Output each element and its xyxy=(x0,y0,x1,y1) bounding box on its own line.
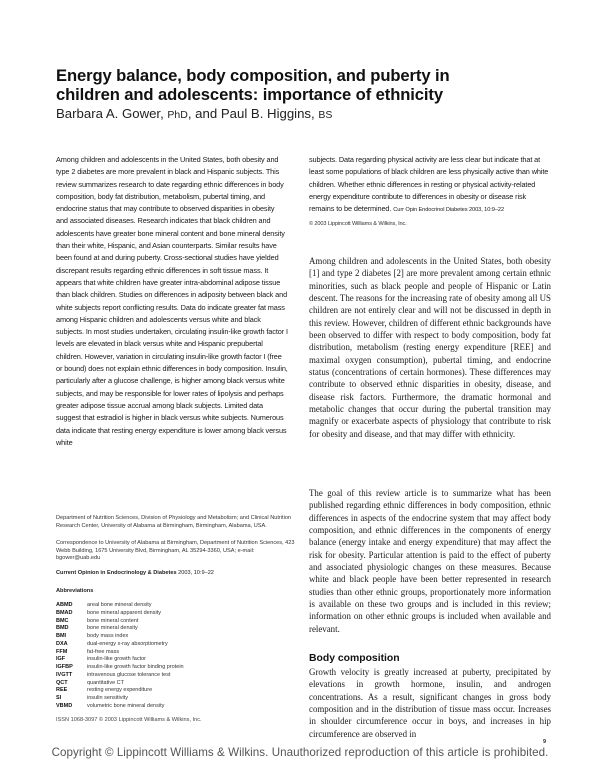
abbreviation-value: intravenous glucose tolerance test xyxy=(87,671,171,678)
abbreviation-value: resting energy expenditure xyxy=(87,687,153,694)
abbreviation-value: dual-energy x-ray absorptiometry xyxy=(87,640,168,647)
abbreviation-row xyxy=(56,610,184,618)
abbreviation-key: BMD xyxy=(56,625,69,632)
abbreviation-key: BMAD xyxy=(56,609,73,616)
abbreviation-key: BMC xyxy=(56,617,69,624)
abbreviation-value: quantitative CT xyxy=(87,679,124,686)
journal-volume: 2003, 10:9–22 xyxy=(176,570,214,576)
abbreviation-key: IVGTT xyxy=(56,671,73,678)
abstract-text: subjects. Data regarding physical activity are less clear but indicate that at least some populations of black children are less physically active than white children. Whether ethnic differences in resting or physical activity-related energy expenditure contribute to differences in obesity or disease risk remains to be determined. xyxy=(309,155,549,214)
abbreviation-value: bone mineral content xyxy=(87,617,139,624)
abbreviation-key: VBMD xyxy=(56,702,73,709)
abbreviation-value: bone mineral density xyxy=(87,625,138,632)
abbreviation-value: insulin-like growth factor xyxy=(87,656,146,663)
abbreviation-key: FFM xyxy=(56,648,68,655)
author-name: Paul B. Higgins xyxy=(220,106,312,121)
abbreviation-key: ABMD xyxy=(56,602,73,608)
abbreviation-row xyxy=(56,680,184,688)
article-title: Energy balance, body composition, and puberty in children and adolescents: importance of ethnicity xyxy=(56,66,450,104)
abbreviation-key: IGF xyxy=(56,656,66,663)
abbreviations-title: Abbreviations xyxy=(56,588,94,594)
abbreviation-value: insulin sensitivity xyxy=(87,695,128,701)
body-paragraph: Among children and adolescents in the United States, both obesity [1] and type 2 diabetes [2] are more prevalent among certain ethnic minorities, such as black people and people of Hispanic or Latin descent. The reasons for the increasing rate of obesity among all US children are not entirely clear and will not be discussed in depth in this review. However, children of different ethnic backgrounds have been observed to differ with respect to body composition, body fat distribution, metabolism (resting energy expenditure [REE] and maximal oxygen consumption), pubertal timing, and endocrine status (concentrations of certain hormones). These differences may contribute to observed ethnic disparities in obesity, disease, and disease risk factors. Furthermore, the dramatic hormonal and metabolic changes that occur during the pubertal transition may magnify or exacerbate aspects of physiology that contribute to risk for obesity and disease, and that may differ with ethnicity. xyxy=(309,256,551,439)
author-separator: , and xyxy=(187,106,221,121)
author-degree: PhD xyxy=(167,109,188,121)
issn-line: ISSN 1068-3097 © 2003 Lippincott Williams & Wilkins, Inc. xyxy=(56,717,202,723)
abstract-citation: Curr Opin Endocrinol Diabetes 2003, 10:9–22 xyxy=(393,207,505,214)
abbreviation-key: QCT xyxy=(56,679,68,686)
body-paragraph: The goal of this review article is to summarize what has been published regarding ethnic differences in body composition, ethnic differences in aspects of the endocrine system that may affect body composition, and ethnic differences in the components of energy balance (energy intake and energy expenditure) that may affect the risk for obesity. Particular attention is paid to the effect of puberty and associated physiologic changes on these measures. Because white and black people have been better represented in research studies than other ethnic groups, proportionately more information is available on these two groups and is included in this review; information on other ethnic groups is included when available and relevant. xyxy=(309,488,551,634)
abstract-part-2 xyxy=(309,154,551,231)
page-number: 9 xyxy=(543,739,547,745)
abstract-copyright: © 2003 Lippincott Williams & Wilkins, Inc. xyxy=(309,221,407,228)
abbreviation-row xyxy=(56,649,184,657)
abbreviation-row xyxy=(56,656,184,664)
abbreviation-value: fat-free mass xyxy=(87,648,120,655)
journal-reference xyxy=(56,570,214,576)
author-line xyxy=(56,106,332,121)
journal-name: Current Opinion in Endocrinology & Diabetes xyxy=(56,570,177,576)
abbreviation-key: DXA xyxy=(56,640,68,647)
abbreviation-row xyxy=(56,625,184,633)
abbreviations-list xyxy=(56,602,184,711)
footer-copyright: Copyright © Lippincott Williams & Wilkins. Unauthorized reproduction of this article is prohibited. xyxy=(51,746,549,759)
author-separator: , xyxy=(311,106,319,121)
abbreviation-value: bone mineral apparent density xyxy=(87,609,161,616)
abstract-part-1: Among children and adolescents in the United States, both obesity and type 2 diabetes are more prevalent in black and Hispanic subjects. This review summarizes research to date regarding ethnic differences in body composition, body fat distribution, metabolism, pubertal timing, and endocrine status that may contribute to observed disparities in obesity and associated diseases. Research indicates that black children and adolescents have greater bone mineral content and bone mineral density than their white, Hispanic, and Asian counterparts. Similar results have been found at and during puberty. Cross-sectional studies have yielded discrepant results regarding ethnic differences in soft tissue mass. It appears that white children have greater intra-abdominal adipose tissue than black children. Studies on differences in adiposity between black and white subjects report conflicting results. Data do indicate greater fat mass among Hispanic children and adolescents versus white and black subjects. In most studies undertaken, circulating insulin-like growth factor I levels are elevated in black versus white and Hispanic prepubertal children. However, variation in circulating insulin-like growth factor I (free or bound) does not explain ethnic differences in body composition. Insulin, particularly after a glucose challenge, is higher among black versus white subjects, and may be responsible for lower rates of lipolysis and perhaps greater adipose tissue accrual among black subjects. Limited data suggest that estradiol is higher in black versus white subjects. Numerous data indicate that resting energy expenditure is lower among black versus white xyxy=(56,155,288,447)
author-degree: BS xyxy=(318,109,333,121)
abbreviation-row xyxy=(56,695,184,703)
section-paragraph: Growth velocity is greatly increased at puberty, precipitated by elevations in growth hormone, insulin, and androgen concentrations. As a result, significant changes in gross body composition and in the distribution of tissue mass occur. Increases in shoulder circumference occur in boys, and increases in hip circumference are observed in xyxy=(309,667,551,739)
abbreviation-row xyxy=(56,687,184,695)
abbreviation-row xyxy=(56,633,184,641)
affiliation: Department of Nutrition Sciences, Division of Physiology and Metabolism; and Clinical Nutrition Research Center, University of Alabama at Birmingham, Birmingham, Alabama, USA. xyxy=(56,515,292,529)
abbreviation-value: volumetric bone mineral density xyxy=(87,702,165,709)
correspondence: Correspondence to University of Alabama at Birmingham, Department of Nutrition Sciences, 423 Webb Building, 1675 University Blvd, Birmingham, AL 35294-3360, USA; e-mail: bgower@uab.edu xyxy=(56,540,295,562)
abbreviation-value: body mass index xyxy=(87,633,129,639)
abbreviation-row xyxy=(56,664,184,672)
abbreviation-key: BMI xyxy=(56,633,67,639)
abbreviation-row xyxy=(56,641,184,649)
author-name: Barbara A. Gower xyxy=(56,106,161,121)
abbreviation-value: insulin-like growth factor binding protein xyxy=(87,664,184,670)
abbreviation-key: IGFBP xyxy=(56,664,73,670)
abbreviation-key: SI xyxy=(56,695,62,701)
abbreviation-row xyxy=(56,618,184,626)
abbreviation-row xyxy=(56,672,184,680)
abbreviation-key: REE xyxy=(56,687,68,694)
author-separator: , xyxy=(160,106,168,121)
abbreviation-value: areal bone mineral density xyxy=(87,602,152,608)
section-heading: Body composition xyxy=(309,653,400,664)
abbreviation-row xyxy=(56,602,184,610)
abbreviation-row xyxy=(56,703,184,711)
